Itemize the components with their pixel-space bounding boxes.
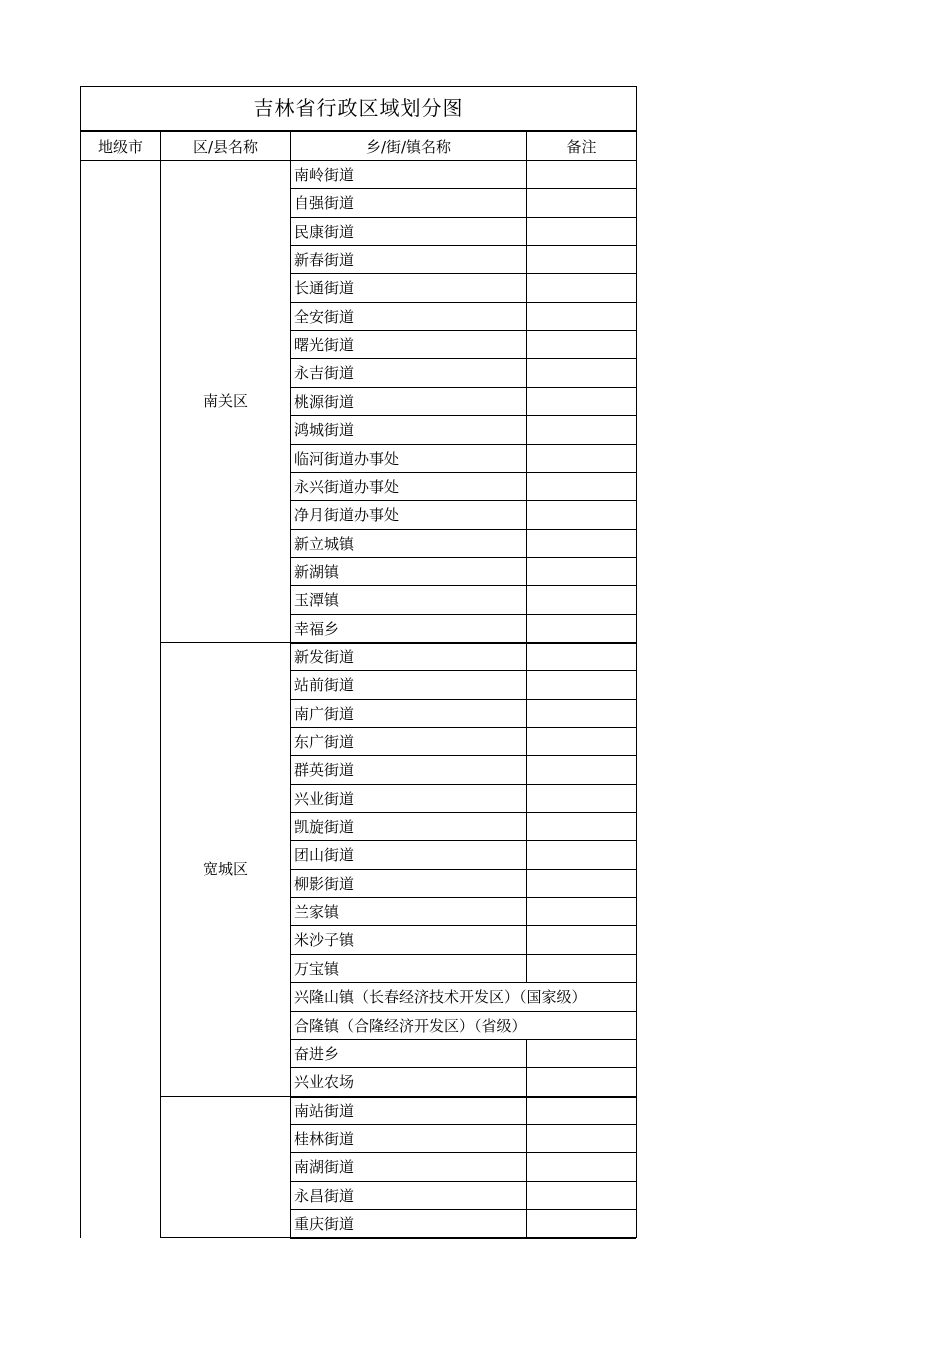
row-divider bbox=[290, 954, 636, 955]
district-divider bbox=[160, 642, 290, 643]
header-note: 备注 bbox=[566, 138, 597, 156]
note-col-divider bbox=[526, 472, 527, 500]
col-divider-note-header bbox=[526, 130, 527, 160]
town-name-cell: 重庆街道 bbox=[294, 1215, 355, 1233]
town-name-cell: 团山街道 bbox=[294, 846, 355, 864]
header-town: 乡/街/镇名称 bbox=[365, 138, 452, 156]
note-col-divider bbox=[526, 387, 527, 415]
note-col-divider bbox=[526, 840, 527, 869]
town-name-cell: 站前街道 bbox=[294, 676, 355, 694]
note-col-divider bbox=[526, 1096, 527, 1124]
right-border bbox=[636, 86, 637, 1238]
town-name-cell: 南广街道 bbox=[294, 705, 355, 723]
note-col-divider bbox=[526, 784, 527, 812]
note-col-divider bbox=[526, 188, 527, 217]
note-col-divider bbox=[526, 642, 527, 670]
district-divider bbox=[160, 1237, 290, 1238]
town-name-cell: 群英街道 bbox=[294, 761, 355, 779]
note-col-divider bbox=[526, 273, 527, 302]
town-name-cell: 兴业街道 bbox=[294, 790, 355, 808]
note-col-divider bbox=[526, 869, 527, 897]
note-col-divider bbox=[526, 160, 527, 188]
town-name-cell: 永兴街道办事处 bbox=[294, 478, 400, 496]
note-col-divider bbox=[526, 1152, 527, 1181]
row-divider bbox=[290, 557, 636, 558]
town-name-cell: 南站街道 bbox=[294, 1102, 355, 1120]
header-district: 区/县名称 bbox=[192, 138, 259, 156]
town-name-cell: 米沙子镇 bbox=[294, 931, 355, 949]
town-name-cell: 东广街道 bbox=[294, 733, 355, 751]
note-col-divider bbox=[526, 1181, 527, 1209]
town-name-cell: 玉潭镇 bbox=[294, 591, 340, 609]
header-city: 地级市 bbox=[97, 138, 143, 156]
town-name-cell: 兴隆山镇（长春经济技术开发区）（国家级） bbox=[294, 988, 587, 1006]
table-top-border bbox=[80, 86, 637, 87]
town-name-cell: 永昌街道 bbox=[294, 1187, 355, 1205]
town-name-cell: 合隆镇（合隆经济开发区）（省级） bbox=[294, 1017, 527, 1035]
town-name-cell: 新发街道 bbox=[294, 648, 355, 666]
note-col-divider bbox=[526, 1039, 527, 1067]
note-col-divider bbox=[526, 897, 527, 925]
town-name-cell: 曙光街道 bbox=[294, 336, 355, 354]
row-divider bbox=[290, 1039, 636, 1040]
note-col-divider bbox=[526, 245, 527, 273]
note-col-divider bbox=[526, 670, 527, 699]
note-col-divider bbox=[526, 812, 527, 840]
note-col-divider bbox=[526, 557, 527, 585]
town-name-cell: 鸿城街道 bbox=[294, 421, 355, 439]
note-col-divider bbox=[526, 444, 527, 472]
note-col-divider bbox=[526, 727, 527, 755]
district-divider bbox=[160, 1096, 290, 1097]
town-name-cell: 永吉街道 bbox=[294, 364, 355, 382]
note-col-divider bbox=[526, 954, 527, 982]
town-name-cell: 南岭街道 bbox=[294, 166, 355, 184]
col-divider-town bbox=[290, 130, 291, 1238]
note-col-divider bbox=[526, 1209, 527, 1237]
note-col-divider bbox=[526, 217, 527, 245]
note-col-divider bbox=[526, 302, 527, 330]
left-border bbox=[80, 86, 81, 1238]
town-name-cell: 桂林街道 bbox=[294, 1130, 355, 1148]
note-col-divider bbox=[526, 415, 527, 444]
town-name-cell: 万宝镇 bbox=[294, 960, 340, 978]
row-divider bbox=[290, 585, 636, 586]
town-name-cell: 新湖镇 bbox=[294, 563, 340, 581]
town-name-cell: 奋进乡 bbox=[294, 1045, 340, 1063]
town-name-cell: 长通街道 bbox=[294, 279, 355, 297]
town-name-cell: 柳影街道 bbox=[294, 875, 355, 893]
town-name-cell: 新立城镇 bbox=[294, 535, 355, 553]
town-name-cell: 南湖街道 bbox=[294, 1158, 355, 1176]
note-col-divider bbox=[526, 1067, 527, 1096]
district-name-cell: 宽城区 bbox=[202, 860, 248, 878]
note-col-divider bbox=[526, 614, 527, 642]
note-col-divider bbox=[526, 529, 527, 557]
town-name-cell: 兰家镇 bbox=[294, 903, 340, 921]
note-col-divider bbox=[526, 1124, 527, 1152]
town-name-cell: 幸福乡 bbox=[294, 620, 340, 638]
town-name-cell: 民康街道 bbox=[294, 223, 355, 241]
town-name-cell: 凯旋街道 bbox=[294, 818, 355, 836]
note-col-divider bbox=[526, 925, 527, 954]
row-divider bbox=[290, 897, 636, 898]
town-name-cell: 兴业农场 bbox=[294, 1073, 355, 1091]
town-name-cell: 桃源街道 bbox=[294, 393, 355, 411]
row-divider bbox=[290, 614, 636, 615]
header-bottom-border bbox=[80, 160, 637, 161]
town-name-cell: 自强街道 bbox=[294, 194, 355, 212]
town-name-cell: 全安街道 bbox=[294, 308, 355, 326]
note-col-divider bbox=[526, 585, 527, 614]
district-name-cell: 南关区 bbox=[202, 392, 248, 410]
town-name-cell: 新春街道 bbox=[294, 251, 355, 269]
note-col-divider bbox=[526, 755, 527, 784]
note-col-divider bbox=[526, 330, 527, 358]
title-bottom-border bbox=[80, 130, 637, 132]
town-name-cell: 临河街道办事处 bbox=[294, 450, 400, 468]
note-col-divider bbox=[526, 358, 527, 387]
row-divider bbox=[290, 1237, 636, 1239]
note-col-divider bbox=[526, 699, 527, 727]
col-divider-district bbox=[160, 130, 161, 1238]
town-name-cell: 净月街道办事处 bbox=[294, 506, 400, 524]
sheet-title: 吉林省行政区域划分图 bbox=[253, 96, 464, 120]
note-col-divider bbox=[526, 500, 527, 529]
